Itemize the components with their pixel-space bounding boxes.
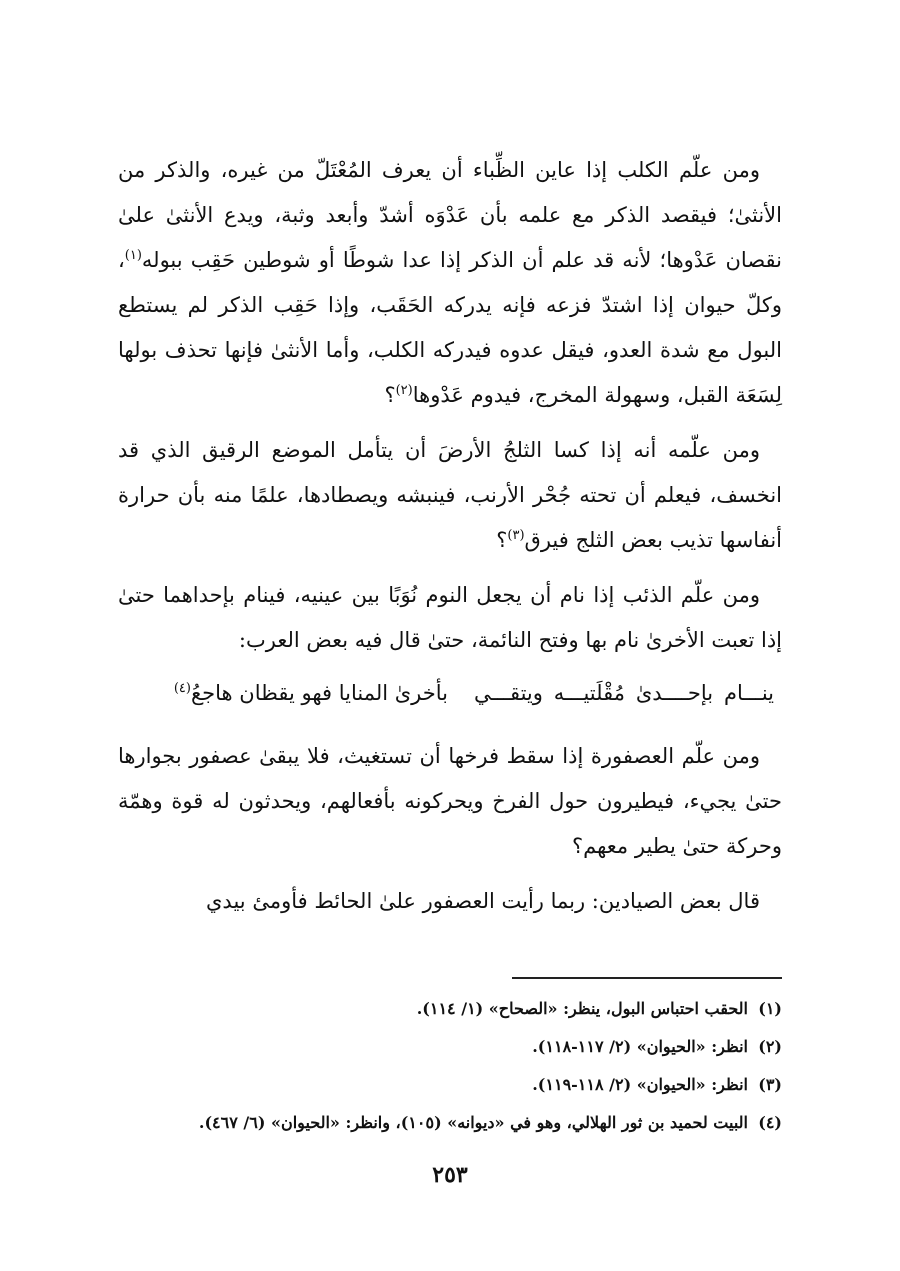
paragraph-text: ، وكلّ حيوان إذا اشتدّ فزعه فإنه يدركه الحَقَب، وإذا حَقِب الذكر لم يستطع البول مع شدة العدو، فيقل عدوه فيدركه الكلب، وأما الأنثىٰ فإنها تحذف بولها لِسَعَة القبل، وسهولة المخرج، فيدوم عَدْوها bbox=[118, 248, 782, 407]
footnote-divider bbox=[512, 977, 782, 979]
paragraph-sparrow bbox=[118, 734, 782, 869]
footnote-item bbox=[118, 1028, 782, 1066]
footnote-text: انظر: «الحيوان» (٢/ ١١٨-١١٩). bbox=[532, 1075, 748, 1094]
footnote-ref-3: (٣) bbox=[507, 528, 525, 543]
footnote-ref-4: (٤) bbox=[173, 681, 191, 696]
footnote-number: (٢) bbox=[758, 1037, 782, 1056]
paragraph-text: قال بعض الصيادين: ربما رأيت العصفور علىٰ الحائط فأومئ بيدي bbox=[206, 889, 760, 913]
footnote-number: (٤) bbox=[758, 1113, 782, 1132]
paragraph-text: ومن علّم الكلب إذا عاين الظِّباء أن يعرف المُعْتَلّ من غيره، والذكر من الأنثىٰ؛ فيقصد الذكر مع علمه بأن عَدْوَه أشدّ وأبعد وثبة، ويدع الأنثىٰ علىٰ نقصان عَدْوها؛ لأنه قد علم أن الذكر إذا عدا شوطًا أو شوطين حَقِب ببوله bbox=[118, 158, 782, 272]
verse-first-hemistich: ينـــام بإحــــدىٰ مُقْلَتيـــه ويتقـــي bbox=[474, 681, 774, 705]
paragraph-hunters bbox=[118, 879, 782, 924]
paragraph-text: ؟ bbox=[384, 383, 396, 407]
paragraph-wolf bbox=[118, 573, 782, 663]
paragraph-text: ومن علّم الذئب إذا نام أن يجعل النوم نُوَبًا بين عينيه، فينام بإحداهما حتىٰ إذا تعبت الأخرىٰ نام بها وفتح النائمة، حتىٰ قال فيه بعض العرب: bbox=[118, 583, 782, 652]
footnote-text: الحقب احتباس البول، ينظر: «الصحاح» (١/ ١١٤). bbox=[416, 999, 748, 1018]
verse-second-text: بأخرىٰ المنايا فهو يقظان هاجعُ bbox=[190, 681, 448, 705]
footnote-text: البيت لحميد بن ثور الهلالي، وهو في «ديوانه» (١٠٥)، وانظر: «الحيوان» (٦/ ٤٦٧). bbox=[198, 1113, 748, 1132]
paragraph-dog bbox=[118, 148, 782, 418]
poetry-verse bbox=[118, 671, 782, 716]
footnote-item bbox=[118, 1104, 782, 1142]
paragraph-snow bbox=[118, 428, 782, 563]
footnote-text: انظر: «الحيوان» (٢/ ١١٧-١١٨). bbox=[532, 1037, 748, 1056]
paragraph-text: ومن علّمه أنه إذا كسا الثلجُ الأرضَ أن يتأمل الموضع الرقيق الذي قد انخسف، فيعلم أن تحته جُحْر الأرنب، فينبشه ويصطادها، علمًا منه بأن حرارة أنفاسها تذيب بعض الثلج فيرق bbox=[118, 438, 782, 552]
page-number: ٢٥٣ bbox=[432, 1162, 468, 1188]
footnote-number: (٣) bbox=[758, 1075, 782, 1094]
footnote-ref-1: (١) bbox=[124, 248, 142, 263]
footnote-number: (١) bbox=[758, 999, 782, 1018]
verse-second-hemistich bbox=[118, 671, 448, 716]
paragraph-text: ومن علّم العصفورة إذا سقط فرخها أن تستغيث، فلا يبقىٰ عصفور بجوارها حتىٰ يجيء، فيطيرون حول الفرخ ويحركونه بأفعالهم، ويحدثون له قوة وهمّة وحركة حتىٰ يطير معهم؟ bbox=[118, 744, 782, 858]
footnote-item bbox=[118, 990, 782, 1028]
footnote-item bbox=[118, 1066, 782, 1104]
footnote-ref-2: (٢) bbox=[395, 383, 413, 398]
paragraph-text: ؟ bbox=[496, 528, 508, 552]
footnotes-list bbox=[118, 990, 782, 1142]
